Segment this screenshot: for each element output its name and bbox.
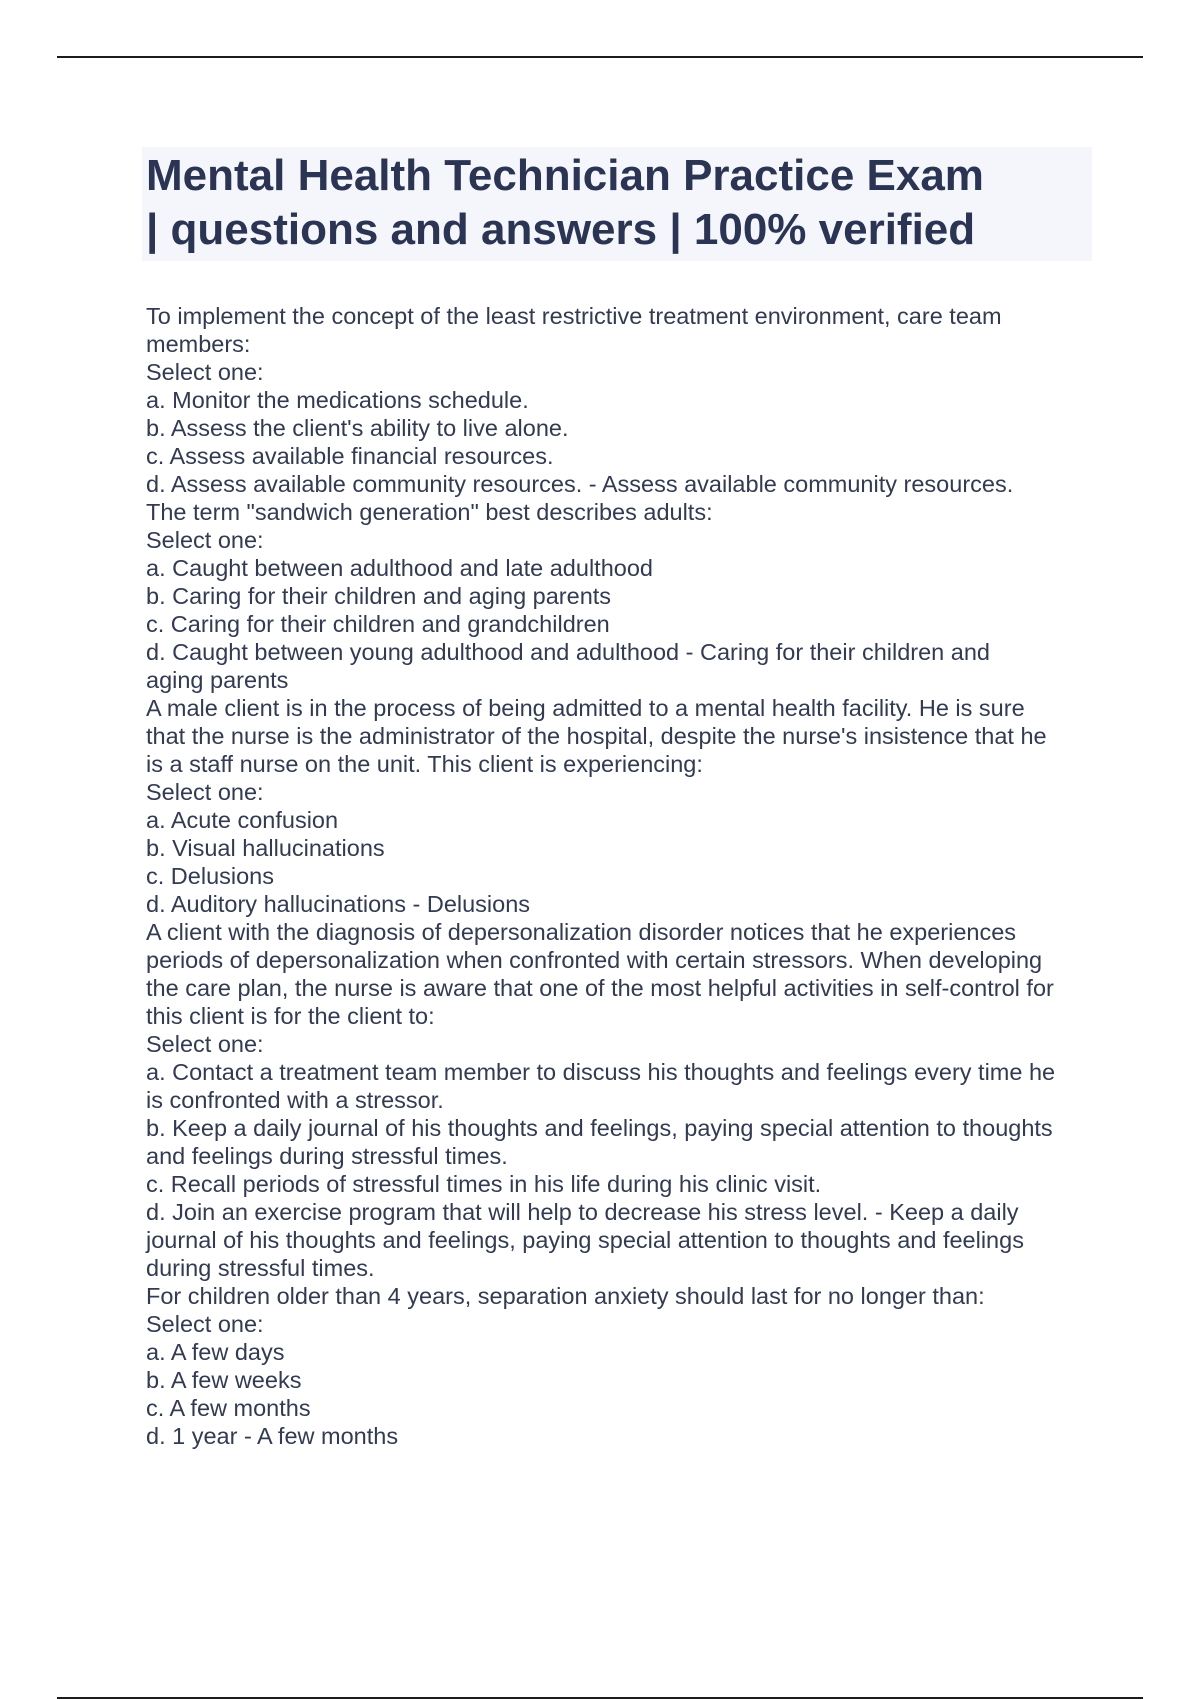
text-line: journal of his thoughts and feelings, paying special attention to thoughts and feelings: [146, 1227, 1024, 1253]
text-line: b. Keep a daily journal of his thoughts and feelings, paying special attention to thoughts: [146, 1115, 1053, 1141]
text-line: c. Assess available financial resources.: [146, 443, 554, 469]
top-rule: [57, 56, 1143, 58]
text-line: A client with the diagnosis of depersonalization disorder notices that he experiences: [146, 919, 1017, 945]
title-line: Mental Health Technician Practice Exam: [146, 151, 984, 200]
text-line: d. Join an exercise program that will help to decrease his stress level. - Keep a daily: [146, 1199, 1019, 1225]
question-block: [146, 1282, 1086, 1450]
text-line: is a staff nurse on the unit. This client is experiencing:: [146, 751, 703, 777]
text-line: is confronted with a stressor.: [146, 1087, 444, 1113]
text-line: the care plan, the nurse is aware that one of the most helpful activities in self-control for: [146, 975, 1054, 1001]
question-block: [146, 498, 1086, 694]
text-line: c. Delusions: [146, 863, 274, 889]
document-title: [142, 147, 1092, 261]
text-line: b. Assess the client's ability to live alone.: [146, 415, 569, 441]
text-line: Select one:: [146, 527, 264, 553]
text-line: that the nurse is the administrator of the hospital, despite the nurse's insistence that he: [146, 723, 1047, 749]
question-block: [146, 694, 1086, 918]
text-line: The term "sandwich generation" best describes adults:: [146, 499, 713, 525]
text-line: a. A few days: [146, 1339, 285, 1365]
text-line: and feelings during stressful times.: [146, 1143, 508, 1169]
text-line: A male client is in the process of being admitted to a mental health facility. He is sure: [146, 695, 1025, 721]
text-line: d. 1 year - A few months: [146, 1423, 399, 1449]
text-line: members:: [146, 331, 251, 357]
text-line: aging parents: [146, 667, 289, 693]
text-line: For children older than 4 years, separation anxiety should last for no longer than:: [146, 1283, 985, 1309]
text-line: d. Auditory hallucinations - Delusions: [146, 891, 531, 917]
text-line: To implement the concept of the least restrictive treatment environment, care team: [146, 303, 1002, 329]
text-line: b. Caring for their children and aging parents: [146, 583, 612, 609]
text-line: c. A few months: [146, 1395, 311, 1421]
text-line: periods of depersonalization when confronted with certain stressors. When developing: [146, 947, 1043, 973]
text-line: c. Caring for their children and grandchildren: [146, 611, 610, 637]
question-block: [146, 302, 1086, 498]
text-line: a. Acute confusion: [146, 807, 339, 833]
text-line: a. Monitor the medications schedule.: [146, 387, 529, 413]
text-line: b. A few weeks: [146, 1367, 302, 1393]
text-line: Select one:: [146, 779, 264, 805]
document-body: [146, 302, 1086, 1450]
text-line: this client is for the client to:: [146, 1003, 435, 1029]
text-line: b. Visual hallucinations: [146, 835, 385, 861]
text-line: Select one:: [146, 359, 264, 385]
text-line: during stressful times.: [146, 1255, 375, 1281]
text-line: c. Recall periods of stressful times in his life during his clinic visit.: [146, 1171, 822, 1197]
bottom-rule: [57, 1697, 1143, 1699]
text-line: d. Caught between young adulthood and adulthood - Caring for their children and: [146, 639, 990, 665]
title-line: | questions and answers | 100% verified: [146, 205, 976, 254]
text-line: d. Assess available community resources. - Assess available community resources.: [146, 471, 1014, 497]
text-line: a. Contact a treatment team member to discuss his thoughts and feelings every time he: [146, 1059, 1056, 1085]
text-line: Select one:: [146, 1031, 264, 1057]
question-block: [146, 918, 1086, 1282]
text-line: Select one:: [146, 1311, 264, 1337]
text-line: a. Caught between adulthood and late adulthood: [146, 555, 653, 581]
